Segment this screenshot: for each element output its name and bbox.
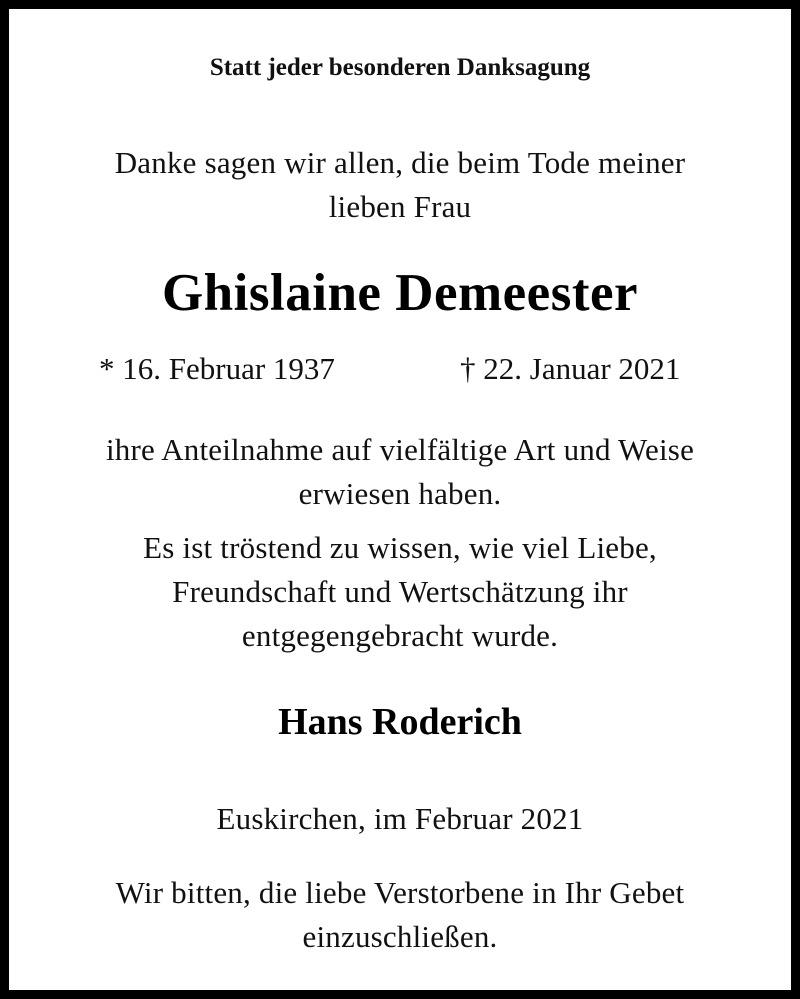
signer-name: Hans Roderich bbox=[278, 701, 522, 743]
birth-date: * 16. Februar 1937 bbox=[99, 351, 335, 386]
notice-heading: Statt jeder besonderen Danksagung bbox=[209, 54, 591, 81]
intro-line-1: Danke sagen wir allen, die beim Tode meiner bbox=[114, 145, 686, 180]
intro-paragraph bbox=[9, 141, 791, 229]
sympathy-paragraph bbox=[9, 428, 791, 516]
prayer-line-1: Wir bitten, die liebe Verstorbene in Ihr Gebet bbox=[115, 875, 685, 910]
comfort-line-2: Freundschaft und Wertschätzung ihr bbox=[172, 574, 628, 609]
death-date: † 22. Januar 2021 bbox=[460, 351, 681, 386]
sympathy-line-1: ihre Anteilnahme auf vielfältige Art und Weise bbox=[105, 432, 695, 467]
prayer-line-2: einzuschließen. bbox=[302, 919, 498, 954]
comfort-line-1: Es ist tröstend zu wissen, wie viel Liebe, bbox=[143, 530, 657, 565]
deceased-name: Ghislaine Demeester bbox=[161, 264, 639, 322]
prayer-paragraph bbox=[9, 871, 791, 959]
sympathy-line-2: erwiesen haben. bbox=[298, 476, 502, 511]
intro-line-2: lieben Frau bbox=[328, 189, 472, 224]
comfort-paragraph bbox=[9, 526, 791, 658]
comfort-line-3: entgegengebracht wurde. bbox=[241, 618, 559, 653]
place-and-date: Euskirchen, im Februar 2021 bbox=[216, 801, 584, 836]
